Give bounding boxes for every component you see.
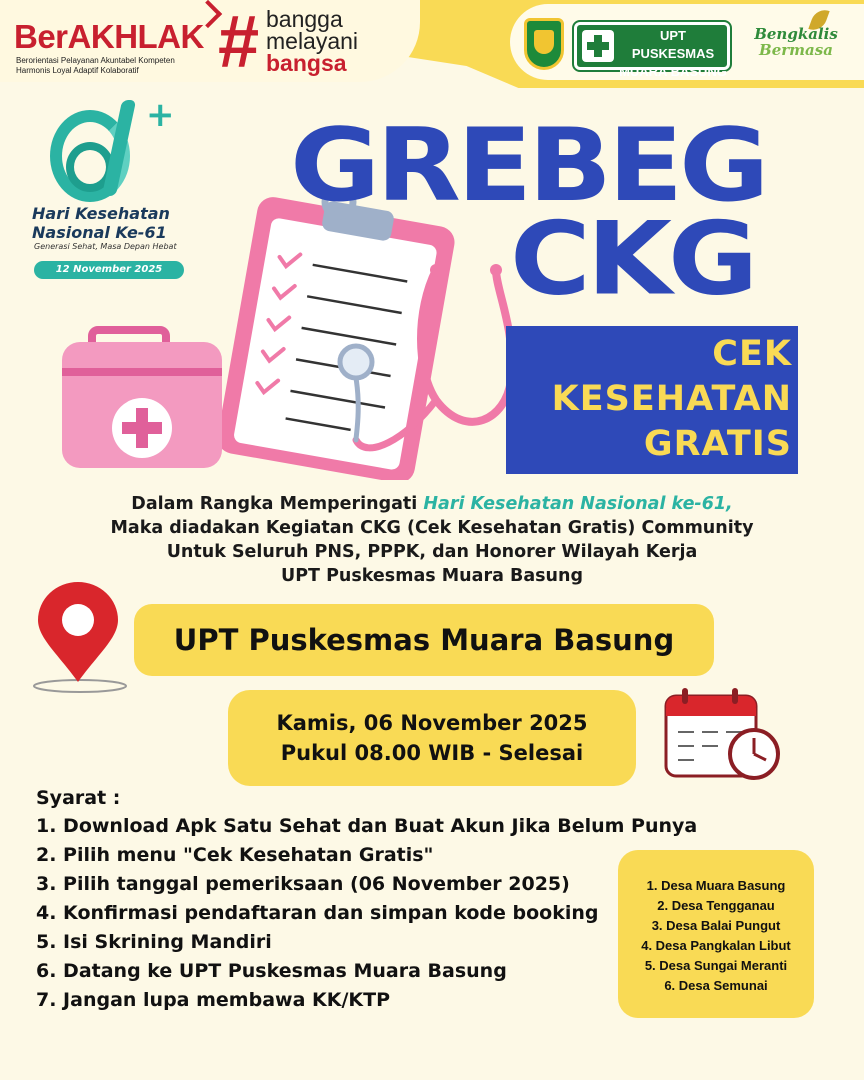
hashtag-icon: # — [218, 0, 260, 83]
puskesmas-badge-text — [618, 27, 728, 81]
requirement-item: 5. Isi Skrining Mandiri — [36, 931, 272, 953]
villages-box — [618, 850, 814, 1018]
village-item: 4. Desa Pangkalan Libut — [641, 938, 791, 953]
hkn-title-line: Hari Kesehatan — [32, 204, 170, 223]
village-item: 5. Desa Sungai Meranti — [644, 958, 788, 973]
cek-kesehatan-gratis-text — [506, 332, 792, 467]
schedule-box — [228, 690, 636, 786]
berakhlak-logo-title: BerAKHLAK — [14, 18, 204, 55]
village-item: 3. Desa Balai Pungut — [651, 918, 781, 933]
hkn-tagline: Generasi Sehat, Masa Depan Hebat — [34, 242, 177, 251]
bangga-line: bangga — [266, 6, 343, 32]
intro-highlight: Hari Kesehatan Nasional ke-61, — [423, 494, 733, 514]
schedule-time: Pukul 08.00 WIB - Selesai — [280, 741, 584, 765]
requirement-item: 1. Download Apk Satu Sehat dan Buat Akun Jika Belum Punya — [36, 815, 698, 837]
requirement-item: 7. Jangan lupa membawa KK/KTP — [36, 989, 390, 1011]
berakhlak-sub-line: Berorientasi Pelayanan Akuntabel Kompeten — [16, 56, 175, 65]
intro-text — [40, 492, 824, 588]
headline — [290, 106, 810, 318]
location-label: UPT Puskesmas Muara Basung — [134, 604, 714, 676]
plus-icon: + — [146, 95, 175, 135]
intro-line-3: Untuk Seluruh PNS, PPPK, dan Honorer Wilayah Kerja — [166, 542, 698, 562]
bangga-melayani-bangsa-logo — [266, 8, 358, 74]
village-item: 1. Desa Muara Basung — [646, 878, 786, 893]
requirement-item: 6. Datang ke UPT Puskesmas Muara Basung — [36, 960, 507, 982]
village-item: 6. Desa Semunai — [664, 978, 768, 993]
bangga-line: bangsa — [266, 50, 347, 76]
gratis-line: GRATIS — [643, 424, 792, 464]
cek-line: CEK — [712, 334, 792, 374]
berakhlak-sub-line: Harmonis Loyal Adaptif Kolaboratif — [16, 66, 139, 75]
location-pin-icon — [28, 582, 128, 694]
intro-line-1 — [40, 492, 824, 516]
medical-cross-icon — [582, 30, 614, 62]
bengkalis-line: Bengkalis — [754, 25, 838, 43]
villages-list — [618, 876, 814, 996]
puskesmas-badge-line: MUARA BASUNG — [619, 64, 727, 79]
kesehatan-line: KESEHATAN — [551, 379, 792, 419]
intro-line-2: Maka diadakan Kegiatan CKG (Cek Kesehatan Gratis) Community — [110, 518, 754, 538]
medical-kit-icon — [62, 330, 222, 468]
requirement-item: 2. Pilih menu "Cek Kesehatan Gratis" — [36, 844, 434, 866]
headline-ckg: CKG — [510, 199, 755, 318]
requirement-item: 4. Konfirmasi pendaftaran dan simpan kode booking — [36, 902, 599, 924]
schedule-date: Kamis, 06 November 2025 — [276, 711, 588, 735]
requirements-title: Syarat : — [36, 787, 121, 809]
bangga-line: melayani — [266, 28, 359, 54]
hkn-title-line: Nasional Ke-61 — [32, 223, 167, 242]
calendar-clock-icon — [660, 686, 784, 782]
intro-line-4: UPT Puskesmas Muara Basung — [281, 566, 583, 586]
village-item: 2. Desa Tengganau — [657, 898, 775, 913]
puskesmas-badge-line: UPT PUSKESMAS — [631, 28, 715, 61]
requirement-item: 3. Pilih tanggal pemeriksaan (06 November 2025) — [36, 873, 570, 895]
bengkalis-line: Bermasa — [759, 41, 833, 59]
intro-prefix: Dalam Rangka Memperingati — [131, 494, 424, 514]
riau-emblem-inner — [534, 30, 554, 54]
berakhlak-logo-subtitle — [16, 56, 216, 76]
requirements-list — [36, 812, 716, 1015]
bengkalis-bermasa-logo — [740, 26, 852, 58]
headline-grebeg: GREBEG — [290, 106, 766, 224]
hkn-date-badge: 12 November 2025 — [34, 261, 184, 279]
